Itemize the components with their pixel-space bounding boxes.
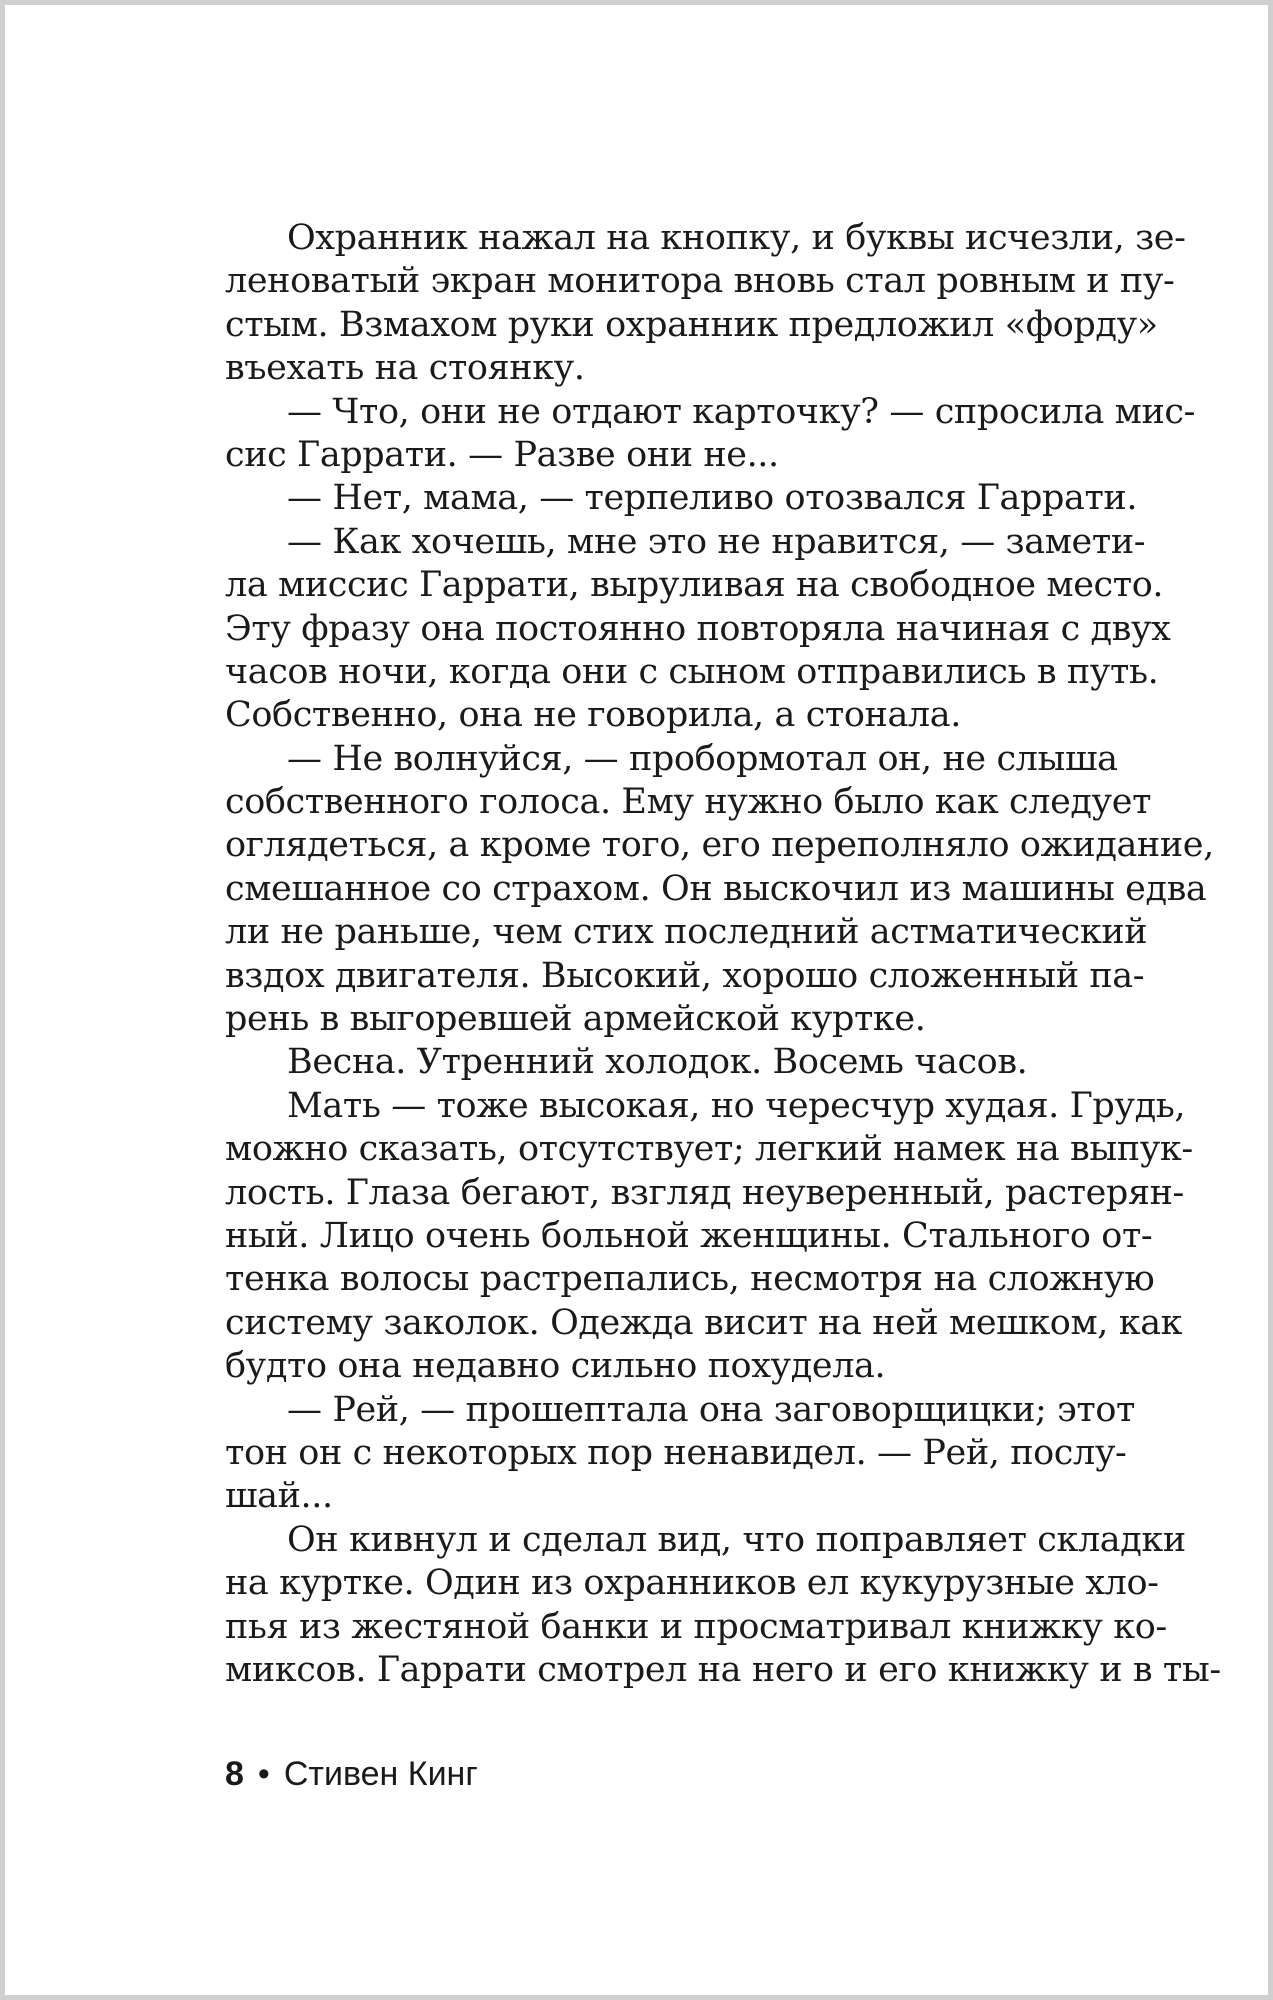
text-line: часов ночи, когда они с сыном отправились в путь. bbox=[225, 651, 1159, 692]
page-number: 8 bbox=[225, 1755, 244, 1793]
text-line: шай... bbox=[225, 1476, 333, 1517]
text-line: смешанное со страхом. Он выскочил из машины едва bbox=[225, 868, 1207, 909]
text-line: Собственно, она не говорила, а стонала. bbox=[225, 695, 961, 736]
text-line: рень в выгоревшей армейской куртке. bbox=[225, 999, 926, 1040]
text-line: Он кивнул и сделал вид, что поправляет складки bbox=[287, 1519, 1186, 1560]
text-line: Мать — тоже высокая, но чересчур худая. Грудь, bbox=[287, 1085, 1186, 1126]
text-line: — Что, они не отдают карточку? — спросила мис- bbox=[287, 391, 1196, 432]
text-line: сис Гаррати. — Разве они не... bbox=[225, 434, 779, 475]
body-text bbox=[225, 217, 1221, 1692]
text-line: собственного голоса. Ему нужно было как следует bbox=[225, 782, 1152, 823]
text-line: систему заколок. Одежда висит на ней мешком, как bbox=[225, 1302, 1183, 1343]
text-line: лость. Глаза бегают, взгляд неуверенный, растерян- bbox=[225, 1172, 1184, 1213]
text-line: Охранник нажал на кнопку, и буквы исчезли, зе- bbox=[287, 218, 1186, 258]
running-author: Стивен Кинг bbox=[283, 1755, 478, 1793]
text-line: на куртке. Один из охранников ел кукурузные хло- bbox=[225, 1563, 1159, 1604]
text-line: — Как хочешь, мне это не нравится, — замети- bbox=[287, 521, 1146, 562]
text-line: ли не раньше, чем стих последний астматический bbox=[225, 912, 1148, 953]
text-line: — Не волнуйся, — пробормотал он, не слыша bbox=[287, 738, 1118, 779]
text-line: оглядеться, а кроме того, его переполняло ожидание, bbox=[225, 825, 1214, 866]
text-line: ный. Лицо очень больной женщины. Стального от- bbox=[225, 1215, 1153, 1256]
text-line: тон он с некоторых пор ненавидел. — Рей, послу- bbox=[225, 1432, 1127, 1473]
text-line: стым. Взмахом руки охранник предложил «форду» bbox=[225, 304, 1158, 345]
text-line: Эту фразу она постоянно повторяла начиная с двух bbox=[225, 608, 1171, 649]
text-line: — Рей, — прошептала она заговорщицки; этот bbox=[287, 1389, 1135, 1430]
text-line: въехать на стоянку. bbox=[225, 348, 585, 389]
text-line: можно сказать, отсутствует; легкий намек на выпук- bbox=[225, 1129, 1193, 1170]
page-footer bbox=[225, 1755, 478, 1794]
footer-separator: • bbox=[257, 1755, 270, 1793]
text-line: ла миссис Гаррати, выруливая на свободное место. bbox=[225, 565, 1164, 606]
text-line: — Нет, мама, — терпеливо отозвался Гаррати. bbox=[287, 478, 1138, 519]
text-line: вздох двигателя. Высокий, хорошо сложенный па- bbox=[225, 955, 1145, 996]
text-line: миксов. Гаррати смотрел на него и его книжку и в ты- bbox=[225, 1649, 1221, 1690]
text-line: Весна. Утренний холодок. Восемь часов. bbox=[287, 1042, 1028, 1083]
text-line: тенка волосы растрепались, несмотря на сложную bbox=[225, 1259, 1155, 1300]
text-line: леноватый экран монитора вновь стал ровным и пу- bbox=[225, 261, 1175, 302]
text-line: будто она недавно сильно похудела. bbox=[225, 1346, 886, 1387]
text-line: пья из жестяной банки и просматривал книжку ко- bbox=[225, 1606, 1167, 1647]
